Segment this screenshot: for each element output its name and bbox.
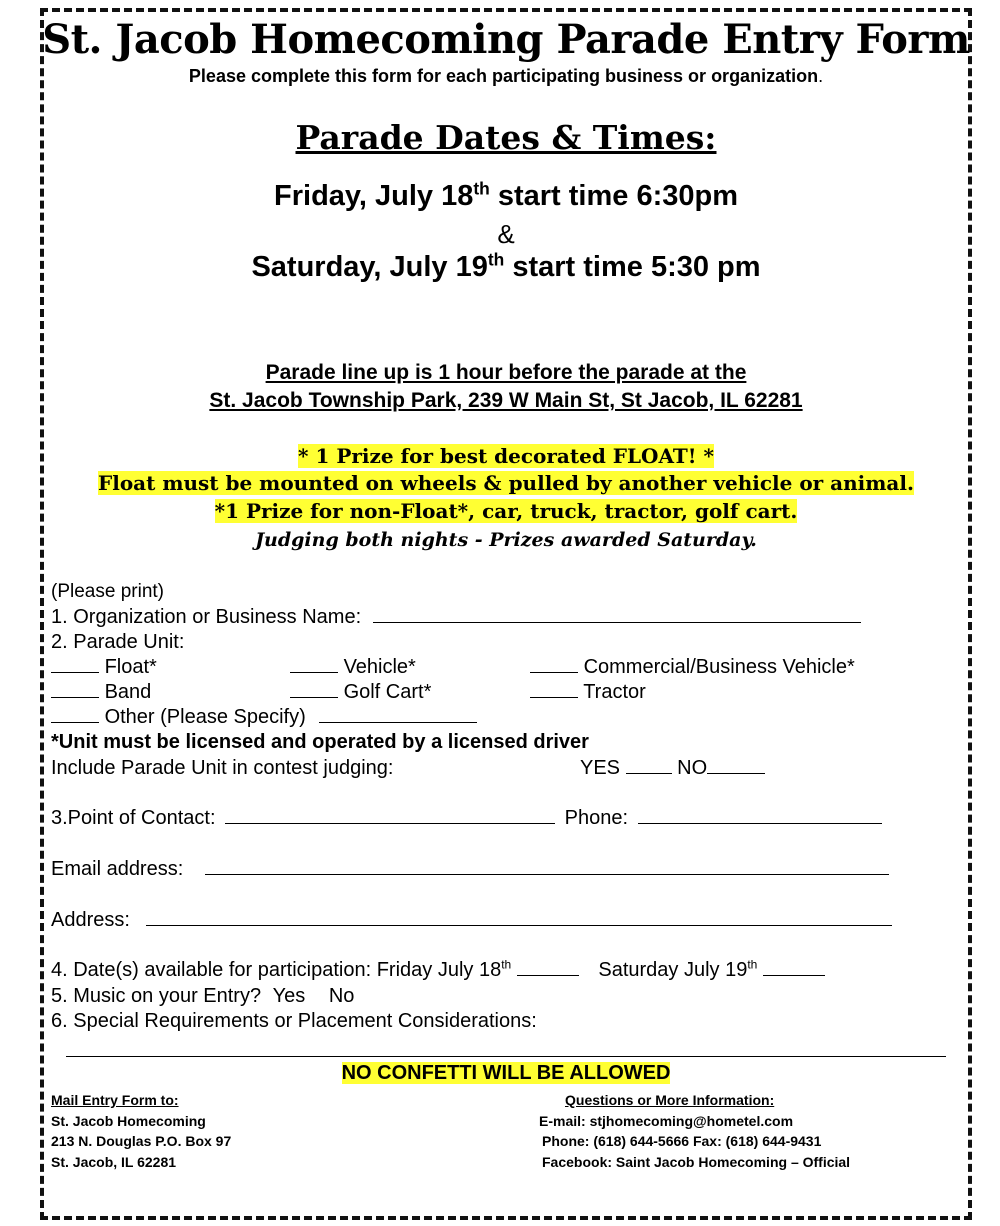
tractor-blank[interactable] xyxy=(530,681,578,698)
email-field[interactable] xyxy=(205,858,889,875)
contest-answer xyxy=(580,757,765,780)
music-row: 5. Music on your Entry? Yes No xyxy=(51,985,355,1007)
special-requirements-label: 6. Special Requirements or Placement Considerations: xyxy=(51,1010,537,1032)
phone-field[interactable] xyxy=(638,807,882,824)
no-blank[interactable] xyxy=(707,757,765,774)
other-specify-field[interactable] xyxy=(319,706,477,723)
special-requirements-field[interactable] xyxy=(66,1056,946,1057)
phone-label: Phone: xyxy=(564,807,629,829)
org-name-field[interactable] xyxy=(373,606,861,623)
friday-blank[interactable] xyxy=(517,959,579,976)
band-label: Band xyxy=(104,681,152,703)
info-email[interactable]: E-mail: stjhomecoming@hometel.com xyxy=(539,1113,794,1129)
address-row xyxy=(51,909,892,932)
dates-heading: Parade Dates & Times: xyxy=(295,118,717,157)
ampersand: & xyxy=(497,219,515,249)
tractor-label: Tractor xyxy=(583,681,646,703)
golf-cart-option xyxy=(290,681,431,704)
date-saturday: Saturday, July 19th start time 5:30 pm xyxy=(251,249,761,283)
address-label: Address: xyxy=(51,909,130,931)
email-label: Email address: xyxy=(51,858,184,880)
float-blank[interactable] xyxy=(51,656,99,673)
prize-non-float: *1 Prize for non-Float*, car, truck, tractor, golf cart. xyxy=(214,499,798,523)
yes-label: YES xyxy=(580,757,621,779)
parade-unit-label: 2. Parade Unit: xyxy=(51,631,185,653)
unit-row-1 xyxy=(51,656,157,679)
address-field[interactable] xyxy=(146,909,892,926)
contact-row xyxy=(51,807,882,830)
other-label: Other (Please Specify) xyxy=(104,706,306,728)
lineup-line-2: St. Jacob Township Park, 239 W Main St, St Jacob, IL 62281 xyxy=(209,389,803,412)
mail-line-3: St. Jacob, IL 62281 xyxy=(51,1154,177,1170)
mail-line-1: St. Jacob Homecoming xyxy=(51,1113,206,1129)
music-no[interactable]: No xyxy=(328,985,355,1007)
license-note: *Unit must be licensed and operated by a licensed driver xyxy=(51,731,589,753)
band-blank[interactable] xyxy=(51,681,99,698)
org-name-label: 1. Organization or Business Name: xyxy=(51,606,362,628)
judging-note: Judging both nights - Prizes awarded Saturday. xyxy=(255,529,757,551)
contact-label: 3.Point of Contact: xyxy=(51,807,216,829)
other-option xyxy=(51,706,477,729)
info-heading: Questions or More Information: xyxy=(565,1092,775,1108)
prize-float: * 1 Prize for best decorated FLOAT! * xyxy=(298,444,714,468)
vehicle-option xyxy=(290,656,416,679)
contact-field[interactable] xyxy=(225,807,555,824)
golf-cart-blank[interactable] xyxy=(290,681,338,698)
yes-blank[interactable] xyxy=(626,757,672,774)
commercial-label: Commercial/Business Vehicle* xyxy=(583,656,855,678)
no-confetti-notice: NO CONFETTI WILL BE ALLOWED xyxy=(341,1062,671,1084)
commercial-blank[interactable] xyxy=(530,656,578,673)
org-name-row xyxy=(51,606,861,629)
mail-line-2: 213 N. Douglas P.O. Box 97 xyxy=(51,1133,232,1149)
prize-float-rule: Float must be mounted on wheels & pulled by another vehicle or animal. xyxy=(98,471,914,495)
email-row xyxy=(51,858,889,881)
info-phone: Phone: (618) 644-5666 Fax: (618) 644-9431 xyxy=(542,1133,822,1149)
vehicle-blank[interactable] xyxy=(290,656,338,673)
info-facebook[interactable]: Facebook: Saint Jacob Homecoming – Official xyxy=(542,1154,851,1170)
float-label: Float* xyxy=(104,656,157,678)
vehicle-label: Vehicle* xyxy=(343,656,416,678)
page-title: St. Jacob Homecoming Parade Entry Form xyxy=(42,16,970,63)
music-yes[interactable]: Yes xyxy=(272,985,306,1007)
band-option xyxy=(51,681,151,704)
lineup-line-1: Parade line up is 1 hour before the parade at the xyxy=(265,361,747,384)
mail-heading: Mail Entry Form to: xyxy=(51,1092,179,1108)
other-blank[interactable] xyxy=(51,706,99,723)
commercial-option xyxy=(530,656,855,679)
no-label: NO xyxy=(677,757,708,779)
golf-cart-label: Golf Cart* xyxy=(343,681,432,703)
saturday-blank[interactable] xyxy=(763,959,825,976)
please-print: (Please print) xyxy=(51,581,164,602)
subtitle: Please complete this form for each participating business or organization. xyxy=(188,66,824,86)
contest-question: Include Parade Unit in contest judging: xyxy=(51,757,394,779)
date-friday: Friday, July 18th start time 6:30pm xyxy=(274,178,738,212)
dates-available-row: 4. Date(s) available for participation: Friday July 18th Saturday July 19th xyxy=(51,959,825,982)
tractor-option xyxy=(530,681,646,704)
